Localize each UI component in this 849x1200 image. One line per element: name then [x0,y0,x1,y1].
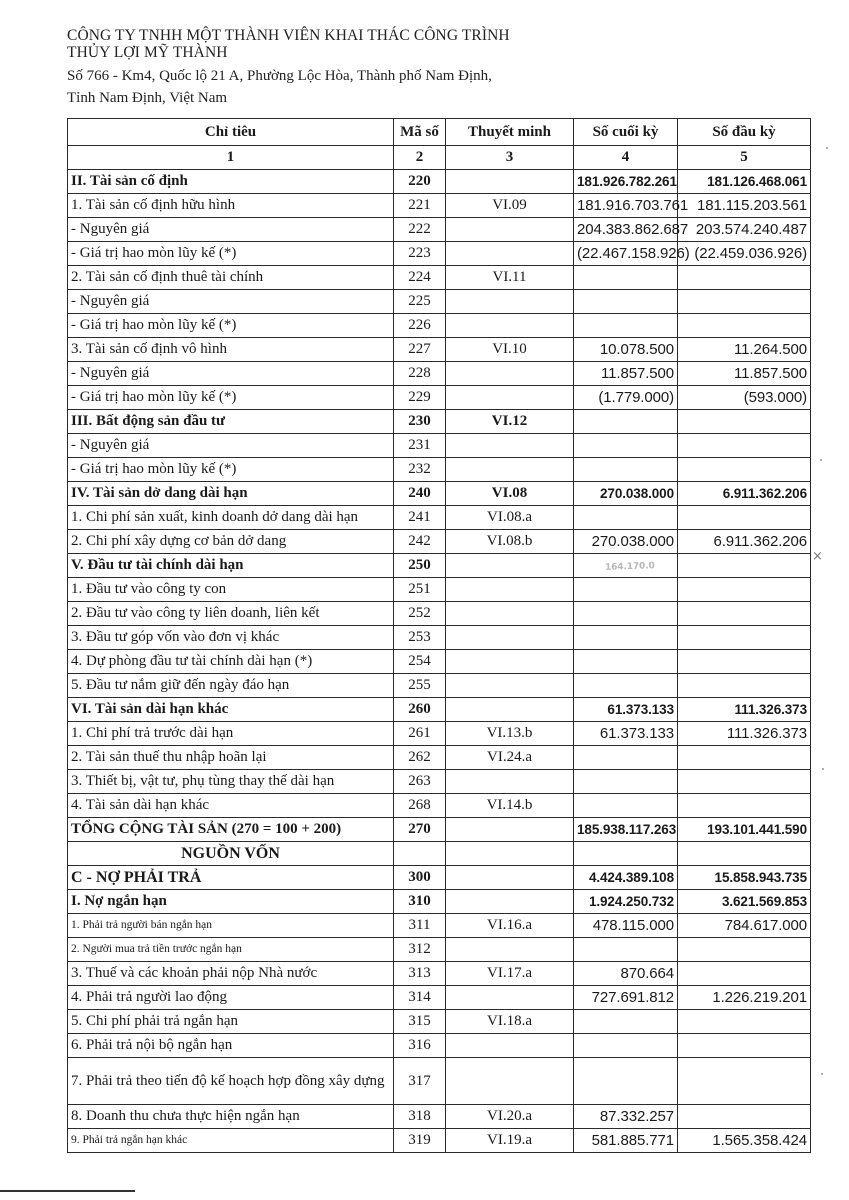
footer-rule [0,1190,135,1192]
company-address [67,65,627,109]
row-label: 5. Chi phí phải trả ngắn hạn [68,1010,394,1034]
row-note [446,242,574,266]
row-code: 300 [394,866,446,890]
row-note [446,626,574,650]
row-note [446,890,574,914]
row-code: 312 [394,938,446,962]
row-start-balance [678,1010,811,1034]
row-code: 253 [394,626,446,650]
row-end-balance [574,1010,678,1034]
company-header [67,27,627,109]
row-note: VI.18.a [446,1010,574,1034]
table-row [68,218,811,242]
margin-cross-mark: × [812,549,823,564]
table-row [68,434,811,458]
row-end-balance [574,554,678,578]
scan-speck [826,147,828,149]
row-note [446,554,574,578]
row-label: 1. Chi phí sản xuất, kinh doanh dở dang dài hạn [68,506,394,530]
row-code [394,842,446,866]
row-code: 255 [394,674,446,698]
row-label: NGUỒN VỐN [68,842,394,866]
row-label: TỔNG CỘNG TÀI SẢN (270 = 100 + 200) [68,818,394,842]
row-end-balance: 181.916.703.761 [574,194,678,218]
table-row [68,386,811,410]
row-start-balance: 181.115.203.561 [678,194,811,218]
row-code: 311 [394,914,446,938]
row-start-balance: 15.858.943.735 [678,866,811,890]
row-end-balance: (1.779.000) [574,386,678,410]
row-label: - Giá trị hao mòn lũy kế (*) [68,242,394,266]
row-end-balance [574,1058,678,1105]
table-row [68,722,811,746]
row-end-balance: 11.857.500 [574,362,678,386]
table-row [68,1058,811,1105]
table-body [68,170,811,1153]
table-row [68,890,811,914]
row-code: 220 [394,170,446,194]
row-end-balance: 478.115.000 [574,914,678,938]
row-end-balance: 270.038.000 [574,530,678,554]
row-start-balance: 3.621.569.853 [678,890,811,914]
row-label: 4. Phải trả người lao động [68,986,394,1010]
table-row [68,650,811,674]
row-label: - Nguyên giá [68,290,394,314]
row-code: 224 [394,266,446,290]
row-start-balance [678,794,811,818]
row-end-balance [574,842,678,866]
row-start-balance [678,314,811,338]
row-label: 3. Thiết bị, vật tư, phụ tùng thay thế dài hạn [68,770,394,794]
row-end-balance [574,674,678,698]
row-code: 221 [394,194,446,218]
row-note: VI.11 [446,266,574,290]
row-start-balance: 11.857.500 [678,362,811,386]
row-end-balance: 870.664 [574,962,678,986]
row-label: 2. Người mua trả tiền trước ngắn hạn [68,938,394,962]
header-ma-so: Mã số [394,119,446,146]
table-row [68,842,811,866]
row-start-balance: (22.459.036.926) [678,242,811,266]
row-start-balance [678,410,811,434]
row-label: V. Đầu tư tài chính dài hạn [68,554,394,578]
row-label: 7. Phải trả theo tiến độ kế hoạch hợp đồng xây dựng [68,1058,394,1105]
row-end-balance [574,938,678,962]
row-label: 1. Chi phí trả trước dài hạn [68,722,394,746]
row-note: VI.08.a [446,506,574,530]
row-label: - Nguyên giá [68,362,394,386]
row-code: 229 [394,386,446,410]
row-code: 232 [394,458,446,482]
row-note [446,650,574,674]
row-code: 260 [394,698,446,722]
table-row [68,1010,811,1034]
row-start-balance [678,674,811,698]
row-code: 240 [394,482,446,506]
row-end-balance [574,770,678,794]
row-note [446,314,574,338]
row-start-balance [678,962,811,986]
address-line-1: Số 766 - Km4, Quốc lộ 21 A, Phường Lộc Hòa, Thành phố Nam Định, [67,68,492,84]
row-start-balance: 784.617.000 [678,914,811,938]
company-name-line-2: THỦY LỢI MỸ THÀNH [67,44,228,61]
table-row [68,554,811,578]
row-code: 254 [394,650,446,674]
row-start-balance [678,1105,811,1129]
row-label: 2. Đầu tư vào công ty liên doanh, liên kết [68,602,394,626]
row-start-balance [678,602,811,626]
column-number-4: 4 [574,146,678,170]
row-note [446,818,574,842]
row-code: 231 [394,434,446,458]
row-note [446,866,574,890]
column-number-3: 3 [446,146,574,170]
table-row [68,338,811,362]
row-label: - Giá trị hao mòn lũy kế (*) [68,458,394,482]
handwritten-note: 164.170.0 [604,560,655,573]
row-code: 226 [394,314,446,338]
row-label: 1. Tài sản cố định hữu hình [68,194,394,218]
row-label: 8. Doanh thu chưa thực hiện ngắn hạn [68,1105,394,1129]
header-thuyet-minh: Thuyết minh [446,119,574,146]
row-note: VI.09 [446,194,574,218]
table-row [68,362,811,386]
row-end-balance [574,266,678,290]
row-note: VI.24.a [446,746,574,770]
row-end-balance [574,650,678,674]
table-row [68,578,811,602]
address-line-2: Tỉnh Nam Định, Việt Nam [67,90,228,106]
row-note: VI.12 [446,410,574,434]
row-end-balance: 1.924.250.732 [574,890,678,914]
row-note: VI.08 [446,482,574,506]
table-row [68,602,811,626]
row-label: 6. Phải trả nội bộ ngắn hạn [68,1034,394,1058]
row-start-balance [678,1058,811,1105]
row-note [446,386,574,410]
table-row [68,866,811,890]
row-label: 3. Đầu tư góp vốn vào đơn vị khác [68,626,394,650]
row-start-balance [678,554,811,578]
row-end-balance [574,1034,678,1058]
table-row [68,266,811,290]
row-note [446,602,574,626]
row-end-balance: 185.938.117.263 [574,818,678,842]
header-so-cuoi-ky: Số cuối kỳ [574,119,678,146]
row-label: VI. Tài sản dài hạn khác [68,698,394,722]
row-label: 3. Thuế và các khoản phải nộp Nhà nước [68,962,394,986]
row-note [446,986,574,1010]
row-note: VI.10 [446,338,574,362]
header-so-dau-ky: Số đầu kỳ [678,119,811,146]
table-row [68,290,811,314]
table-row [68,674,811,698]
row-label: III. Bất động sản đầu tư [68,410,394,434]
row-start-balance: 6.911.362.206 [678,530,811,554]
row-start-balance [678,938,811,962]
row-start-balance [678,578,811,602]
table-row [68,698,811,722]
row-code: 317 [394,1058,446,1105]
scan-speck [820,459,822,461]
row-end-balance: 10.078.500 [574,338,678,362]
row-note: VI.17.a [446,962,574,986]
row-start-balance [678,626,811,650]
row-code: 313 [394,962,446,986]
row-start-balance: 111.326.373 [678,698,811,722]
table-row [68,506,811,530]
row-start-balance [678,746,811,770]
table-row [68,482,811,506]
table-row [68,818,811,842]
row-end-balance [574,602,678,626]
row-code: 222 [394,218,446,242]
row-start-balance: 11.264.500 [678,338,811,362]
row-end-balance [574,578,678,602]
row-label: - Nguyên giá [68,218,394,242]
row-note [446,218,574,242]
row-label: C - NỢ PHẢI TRẢ [68,866,394,890]
row-end-balance [574,410,678,434]
table-row [68,626,811,650]
row-label: I. Nợ ngắn hạn [68,890,394,914]
row-label: 1. Phải trả người bán ngắn hạn [68,914,394,938]
row-note [446,362,574,386]
row-start-balance: 1.226.219.201 [678,986,811,1010]
row-label: 2. Tài sản thuế thu nhập hoãn lại [68,746,394,770]
row-code: 318 [394,1105,446,1129]
row-label: 5. Đầu tư nắm giữ đến ngày đáo hạn [68,674,394,698]
header-chi-tieu: Chỉ tiêu [68,119,394,146]
row-label: 2. Tài sản cố định thuê tài chính [68,266,394,290]
row-start-balance: 193.101.441.590 [678,818,811,842]
table-row [68,914,811,938]
table-row [68,938,811,962]
row-note: VI.19.a [446,1129,574,1153]
row-note [446,698,574,722]
row-start-balance: 6.911.362.206 [678,482,811,506]
row-code: 250 [394,554,446,578]
column-number-1: 1 [68,146,394,170]
row-label: - Nguyên giá [68,434,394,458]
row-code: 262 [394,746,446,770]
row-end-balance: 204.383.862.687 [574,218,678,242]
row-code: 261 [394,722,446,746]
row-end-balance [574,314,678,338]
row-code: 314 [394,986,446,1010]
row-label: 1. Đầu tư vào công ty con [68,578,394,602]
table-row [68,458,811,482]
row-end-balance: 61.373.133 [574,722,678,746]
row-end-balance: 727.691.812 [574,986,678,1010]
row-start-balance [678,458,811,482]
table-row [68,410,811,434]
row-label: - Giá trị hao mòn lũy kế (*) [68,386,394,410]
row-label: II. Tài sản cố định [68,170,394,194]
row-note [446,458,574,482]
row-end-balance: 581.885.771 [574,1129,678,1153]
row-start-balance [678,266,811,290]
table-row [68,1129,811,1153]
table-row [68,986,811,1010]
table-row [68,530,811,554]
row-end-balance: 4.424.389.108 [574,866,678,890]
row-start-balance: 203.574.240.487 [678,218,811,242]
table-row [68,242,811,266]
row-note [446,578,574,602]
column-number-5: 5 [678,146,811,170]
row-code: 241 [394,506,446,530]
row-start-balance [678,506,811,530]
row-end-balance: 87.332.257 [574,1105,678,1129]
row-code: 228 [394,362,446,386]
row-end-balance: (22.467.158.926) [574,242,678,266]
row-note: VI.16.a [446,914,574,938]
row-code: 268 [394,794,446,818]
row-end-balance [574,458,678,482]
row-note: VI.14.b [446,794,574,818]
table-row [68,794,811,818]
row-end-balance: 61.373.133 [574,698,678,722]
row-label: 9. Phải trả ngắn hạn khác [68,1129,394,1153]
scan-speck [821,1073,823,1075]
row-start-balance [678,1034,811,1058]
row-label: 4. Tài sản dài hạn khác [68,794,394,818]
row-code: 310 [394,890,446,914]
row-code: 225 [394,290,446,314]
row-end-balance [574,434,678,458]
row-start-balance: 1.565.358.424 [678,1129,811,1153]
table-row [68,1105,811,1129]
scan-speck [822,768,824,770]
row-note [446,290,574,314]
column-number-row [68,146,811,170]
row-code: 319 [394,1129,446,1153]
row-start-balance: (593.000) [678,386,811,410]
row-start-balance [678,650,811,674]
row-note [446,770,574,794]
row-code: 227 [394,338,446,362]
row-note [446,1034,574,1058]
row-note [446,170,574,194]
row-start-balance [678,290,811,314]
row-end-balance [574,794,678,818]
table-row [68,746,811,770]
row-note: VI.20.a [446,1105,574,1129]
row-code: 242 [394,530,446,554]
row-start-balance: 181.126.468.061 [678,170,811,194]
table-row [68,770,811,794]
row-end-balance: 181.926.782.261 [574,170,678,194]
row-code: 230 [394,410,446,434]
table-header-row [68,119,811,146]
row-end-balance [574,626,678,650]
row-note [446,938,574,962]
row-start-balance [678,434,811,458]
row-code: 252 [394,602,446,626]
row-code: 315 [394,1010,446,1034]
row-note [446,1058,574,1105]
row-label: 3. Tài sản cố định vô hình [68,338,394,362]
row-label: 2. Chi phí xây dựng cơ bản dở dang [68,530,394,554]
row-start-balance: 111.326.373 [678,722,811,746]
column-number-2: 2 [394,146,446,170]
company-name-line-1: CÔNG TY TNHH MỘT THÀNH VIÊN KHAI THÁC CÔNG TRÌNH [67,27,510,44]
row-label: 4. Dự phòng đầu tư tài chính dài hạn (*) [68,650,394,674]
table-row [68,194,811,218]
row-note [446,674,574,698]
row-label: IV. Tài sản dở dang dài hạn [68,482,394,506]
row-code: 316 [394,1034,446,1058]
row-note [446,434,574,458]
row-note: VI.13.b [446,722,574,746]
row-end-balance [574,506,678,530]
row-code: 270 [394,818,446,842]
row-code: 223 [394,242,446,266]
table-row [68,314,811,338]
row-code: 263 [394,770,446,794]
row-note [446,842,574,866]
row-end-balance [574,290,678,314]
row-note: VI.08.b [446,530,574,554]
table-row [68,1034,811,1058]
row-start-balance [678,842,811,866]
row-end-balance: 270.038.000 [574,482,678,506]
row-label: - Giá trị hao mòn lũy kế (*) [68,314,394,338]
row-code: 251 [394,578,446,602]
table-row [68,962,811,986]
table-row [68,170,811,194]
balance-sheet-table [67,118,811,1153]
row-start-balance [678,770,811,794]
row-end-balance [574,746,678,770]
